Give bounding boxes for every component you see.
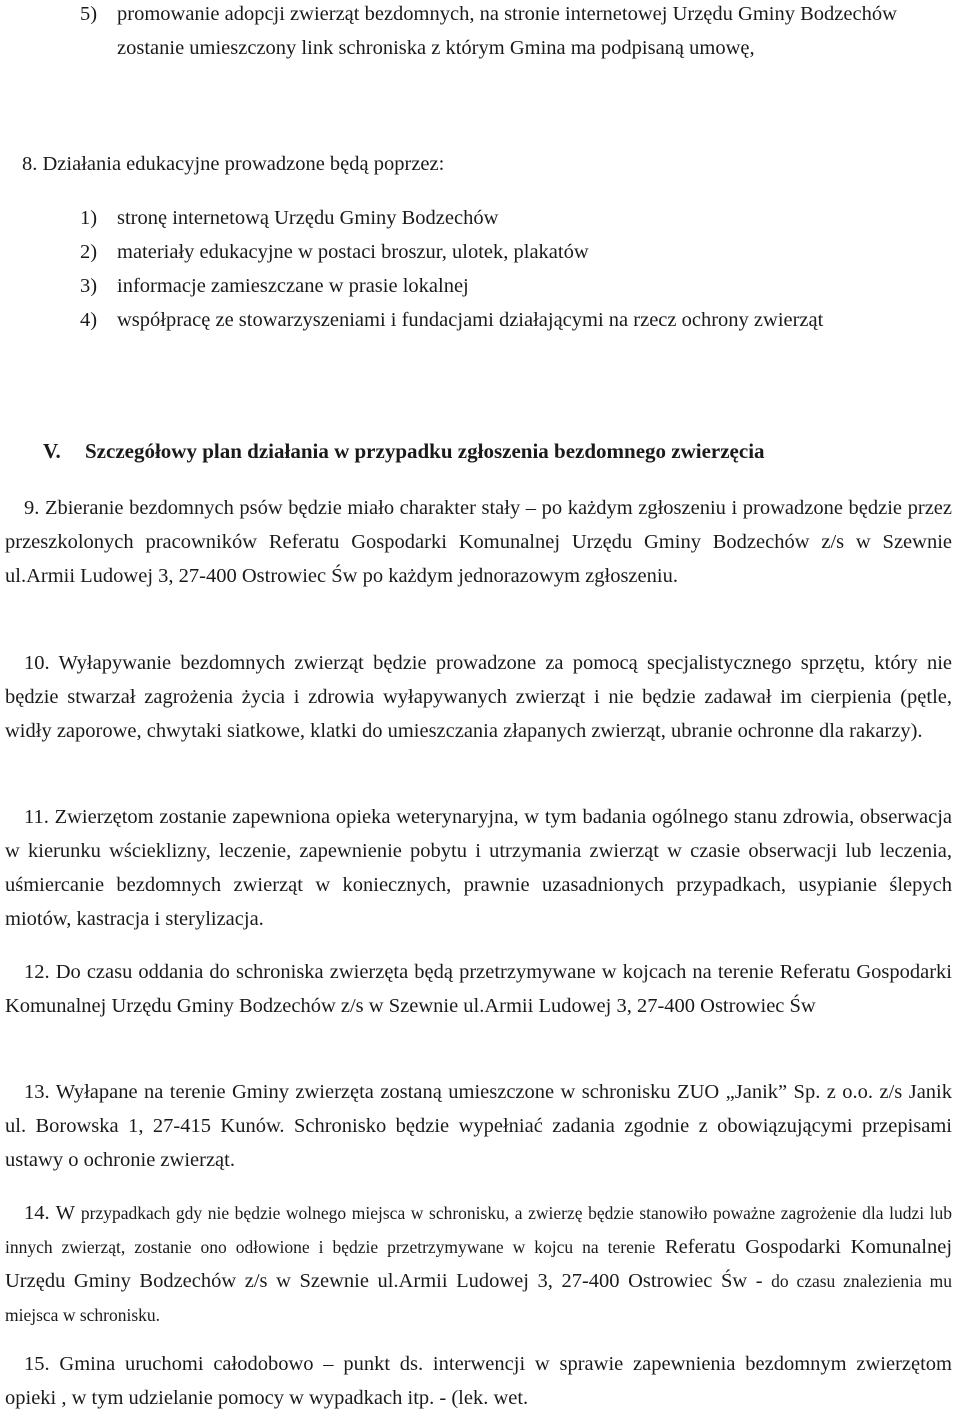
list-item (80, 269, 946, 303)
list-item (80, 201, 946, 235)
section-heading (43, 434, 765, 468)
heading-text: Szczegółowy plan działania w przypadku zgłoszenia bezdomnego zwierzęcia (85, 439, 765, 463)
item-text: informacje zamieszczane w prasie lokalnej (117, 275, 469, 297)
paragraph-11: 11. Zwierzętom zostanie zapewniona opieka weterynaryjna, w tym badania ogólnego stanu zdrowia, obserwacja w kierunku wścieklizny, leczenie, zapewnienie pobytu i utrzymania zwierząt w czasie obserwacji lub leczenia, uśmiercanie bezdomnych zwierząt w koniecznych, prawnie uzasadnionych przypadkach, usypianie ślepych miotów, kastracja i sterylizacja. (5, 806, 952, 930)
item-5 (80, 0, 946, 65)
item-number: 5) (80, 3, 98, 25)
paragraph-15: 15. Gmina uruchomi całodobowo – punkt ds. interwencji w sprawie zapewnienia bezdomnym zwierzętom opieki , w tym udzielanie pomocy w wypadkach itp. - (lek. wet. (5, 1353, 952, 1409)
section-8-list (80, 201, 946, 337)
item-text: promowanie adopcji zwierząt bezdomnych, na stronie internetowej Urzędu Gminy Bodzechów zostanie umieszczony link schroniska z którym Gmina ma podpisaną umowę, (117, 3, 897, 59)
paragraph-13: 13. Wyłapane na terenie Gminy zwierzęta zostaną umieszczone w schronisku ZUO „Janik” Sp. z o.o. z/s Janik ul. Borowska 1, 27-415 Kunów. Schronisko będzie wypełniać zadania zgodnie z obowiązującymi przepisami ustawy o ochronie zwierząt. (5, 1081, 952, 1171)
item-text: stronę internetową Urzędu Gminy Bodzechów (117, 207, 499, 229)
paragraph-9: 9. Zbieranie bezdomnych psów będzie miało charakter stały – po każdym zgłoszeniu i prowadzone będzie przez przeszkolonych pracowników Referatu Gospodarki Komunalnej Urzędu Gminy Bodzechów z/s w Szewnie ul.Armii Ludowej 3, 27-400 Ostrowiec Św po każdym jednorazowym zgłoszeniu. (5, 497, 952, 587)
list-item (80, 235, 946, 269)
paragraph-12: 12. Do czasu oddania do schroniska zwierzęta będą przetrzymywane w kojcach na terenie Referatu Gospodarki Komunalnej Urzędu Gminy Bodzechów z/s w Szewnie ul.Armii Ludowej 3, 27-400 Ostrowiec Św (5, 961, 952, 1017)
item-text: materiały edukacyjne w postaci broszur, ulotek, plakatów (117, 241, 589, 263)
heading-number: V. (43, 439, 61, 463)
item-text: współpracę ze stowarzyszeniami i fundacjami działającymi na rzecz ochrony zwierząt (117, 309, 824, 331)
list-item (80, 303, 946, 337)
section-8-text: 8. Działania edukacyjne prowadzone będą poprzez: (22, 153, 445, 175)
item-number: 3) (80, 275, 98, 297)
section-8-intro (22, 147, 444, 181)
item-number: 2) (80, 241, 98, 263)
item-number: 4) (80, 309, 98, 331)
paragraph-14: 14. W przypadkach gdy nie będzie wolnego miejsca w schronisku, a zwierzę będzie stanowiło poważne zagrożenie dla ludzi lub innych zwierząt, zostanie ono odłowione i będzie przetrzymywane w kojcu na terenie Referatu Gospodarki Komunalnej Urzędu Gminy Bodzechów z/s w Szewnie ul.Armii Ludowej 3, 27-400 Ostrowiec Św - do czasu znalezienia mu miejsca w schronisku. (5, 1202, 953, 1325)
paragraph-10: 10. Wyłapywanie bezdomnych zwierząt będzie prowadzone za pomocą specjalistycznego sprzętu, który nie będzie stwarzał zagrożenia życia i zdrowia wyłapywanych zwierząt i nie będzie zadawał im cierpienia (pętle, widły zaporowe, chwytaki siatkowe, klatki do umieszczania złapanych zwierząt, ubranie ochronne dla rakarzy). (5, 652, 952, 742)
item-number: 1) (80, 207, 98, 229)
